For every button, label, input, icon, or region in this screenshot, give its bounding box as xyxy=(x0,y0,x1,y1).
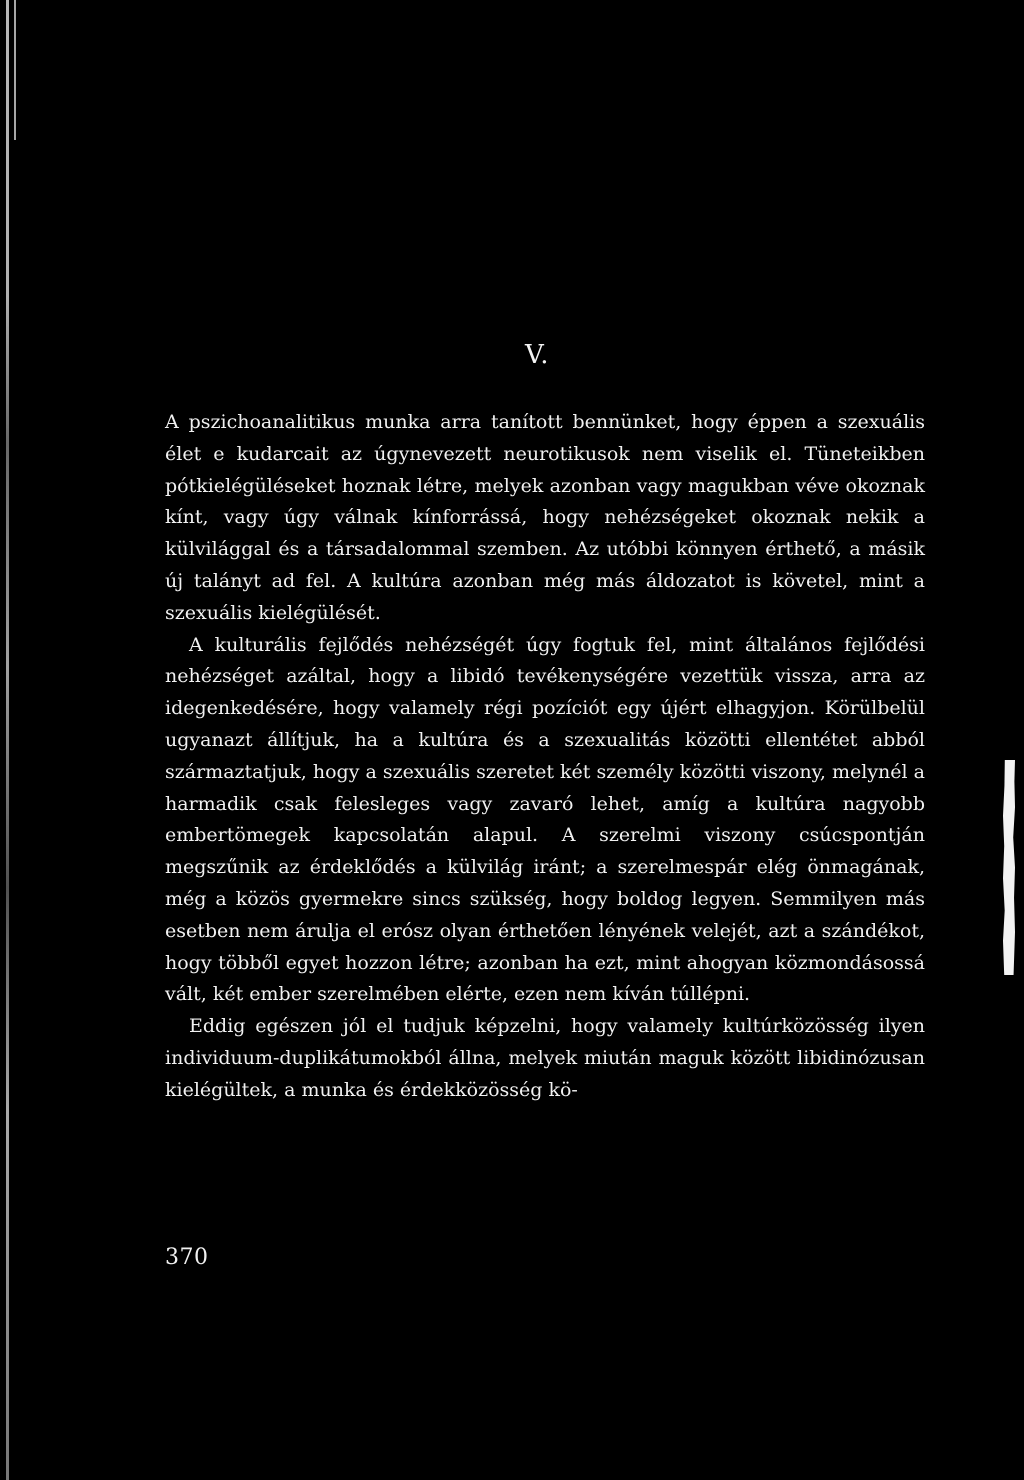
paragraph-2: A kulturális fejlődés nehézségét úgy fogtuk fel, mint általános fejlődési nehézséget azáltal, hogy a libidó tevékenységére vezettük vissza, arra az idegenkedésére, hogy valamely régi pozíciót egy újért elhagyjon. Körülbelül ugyanazt állítjuk, ha a kultúra és a szexualitás közötti ellentétet abból származtatjuk, hogy a szexuális szeretet két személy közötti viszony, melynél a harmadik csak felesleges vagy zavaró lehet, amíg a kultúra nagyobb embertömegek kapcsolatán alapul. A szerelmi viszony csúcspontján megszűnik az érdeklődés a külvilág iránt; a szerelmespár elég önmagának, még a közös gyermekre sincs szükség, hogy boldog legyen. Semmilyen más esetben nem árulja el erósz olyan érthetően lényének velejét, azt a szándékot, hogy többől egyet hozzon létre; azonban ha ezt, mint ahogyan közmondásossá vált, két ember szerelmében elérte, ezen nem kíván túllépni. xyxy=(165,633,925,1006)
body-text xyxy=(165,407,925,1107)
scan-artifact-right xyxy=(1003,760,1015,975)
book-page xyxy=(165,340,925,1440)
paragraph-1: A pszichoanalitikus munka arra tanított bennünket, hogy éppen a szexuális élet e kudarcait az úgynevezett neurotikusok nem viselik el. Tüneteikben pótkielégüléseket hoznak létre, melyek azonban vagy magukban véve okoznak kínt, vagy úgy válnak kínforrássá, hogy nehézségeket okoznak nekik a külvilággal és a társadalommal szemben. Az utóbbi könnyen érthető, a másik új talányt ad fel. A kultúra azonban még más áldozatot is követel, mint a szexuális kielégülését. xyxy=(165,411,925,624)
scan-edge-left-secondary xyxy=(14,0,16,140)
chapter-title: V. xyxy=(525,340,550,370)
scan-edge-left xyxy=(6,0,9,1480)
paragraph-3: Eddig egészen jól el tudjuk képzelni, hogy valamely kultúrközösség ilyen individuum-duplikátumokból állna, melyek miután maguk között libidinózusan kielégültek, a munka és érdekközösség kö- xyxy=(165,1015,925,1101)
page-number: 370 xyxy=(165,1245,209,1270)
